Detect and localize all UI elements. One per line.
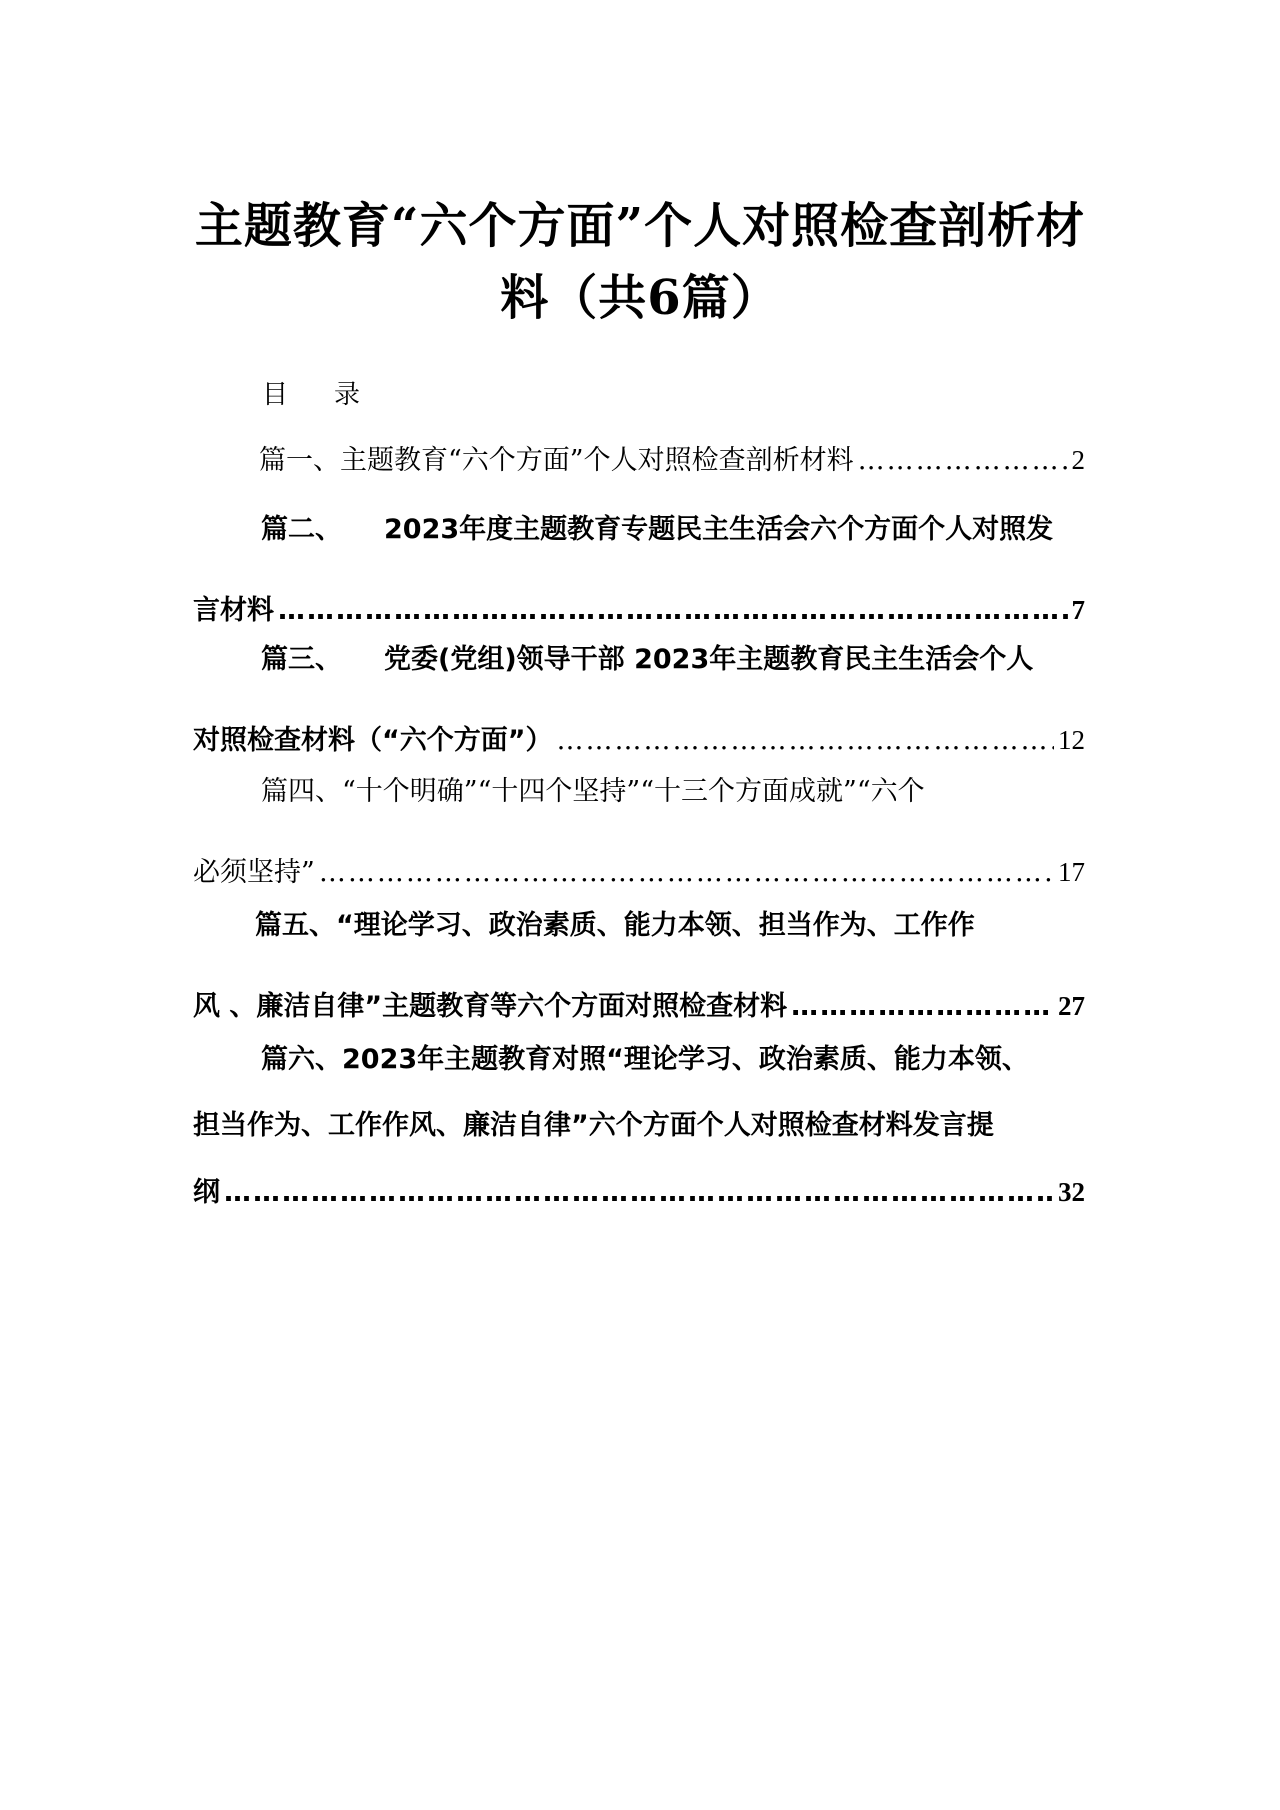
- toc-entry-1-page: 2: [1071, 445, 1085, 475]
- toc-entry-5[interactable]: [193, 906, 1085, 1026]
- toc-entry-4-line-2: 必须坚持”: [193, 857, 315, 888]
- toc-entry-2-page: 7: [1071, 595, 1085, 625]
- toc-entry-3-prefix: 篇三、: [261, 644, 342, 675]
- toc-entry-3[interactable]: [193, 640, 1085, 760]
- toc-entry-2-line-2: 言材料: [193, 595, 274, 626]
- toc-heading-char-1: 目: [262, 380, 289, 410]
- toc-heading: [262, 374, 360, 411]
- toc-entry-4-page: 17: [1058, 857, 1085, 887]
- toc-entry-1[interactable]: [193, 440, 1085, 480]
- toc-entry-5-page: 27: [1058, 991, 1085, 1021]
- toc-entry-4-leader: [319, 853, 1054, 892]
- title-line-2: 料（共6篇）: [500, 270, 780, 326]
- toc-entry-4-line-1: 篇四、“十个明确”“十四个坚持”“十三个方面成就”“六个: [261, 776, 925, 807]
- toc-entry-3-leader: [557, 721, 1055, 760]
- toc-heading-char-2: 录: [334, 380, 361, 410]
- toc-entry-2-prefix: 篇二、: [261, 514, 342, 545]
- toc-entry-5-line-2: 风 、廉洁自律”主题教育等六个方面对照检查材料: [193, 991, 788, 1022]
- toc-entry-5-leader: [791, 987, 1054, 1026]
- toc-entry-5-line-1: 篇五、“理论学习、政治素质、能力本领、担当作为、工作作: [255, 910, 975, 941]
- toc-entry-6-page: 32: [1058, 1177, 1085, 1207]
- toc-entry-1-text: 篇一、主题教育“六个方面”个人对照检查剖析材料: [259, 445, 854, 476]
- title-line-1: 主题教育“六个方面”个人对照检查剖析材: [194, 198, 1086, 254]
- document-title: [190, 190, 1090, 334]
- toc-entry-4[interactable]: [193, 772, 1085, 892]
- toc-entry-3-page: 12: [1058, 725, 1085, 755]
- toc-entry-1-leader: [858, 441, 1068, 480]
- toc-entry-2[interactable]: [193, 510, 1085, 630]
- toc-entry-6-line-2: 担当作为、工作作风、廉洁自律”六个方面个人对照检查材料发言提: [193, 1110, 994, 1141]
- toc-entry-2-line-1: 2023年度主题教育专题民主生活会六个方面个人对照发: [384, 514, 1054, 545]
- toc-entry-6-line-1: 篇六、2023年主题教育对照“理论学习、政治素质、能力本领、: [261, 1044, 1029, 1075]
- toc-entry-6[interactable]: [193, 1040, 1085, 1212]
- toc-entry-3-line-1: 党委(党组)领导干部 2023年主题教育民主生活会个人: [384, 644, 1034, 675]
- toc-entry-6-line-3: 纲: [193, 1177, 220, 1208]
- toc-entry-6-leader: [224, 1173, 1054, 1212]
- toc-entry-3-line-2: 对照检查材料（“六个方面”）: [193, 725, 553, 756]
- toc-entry-2-leader: [278, 591, 1068, 630]
